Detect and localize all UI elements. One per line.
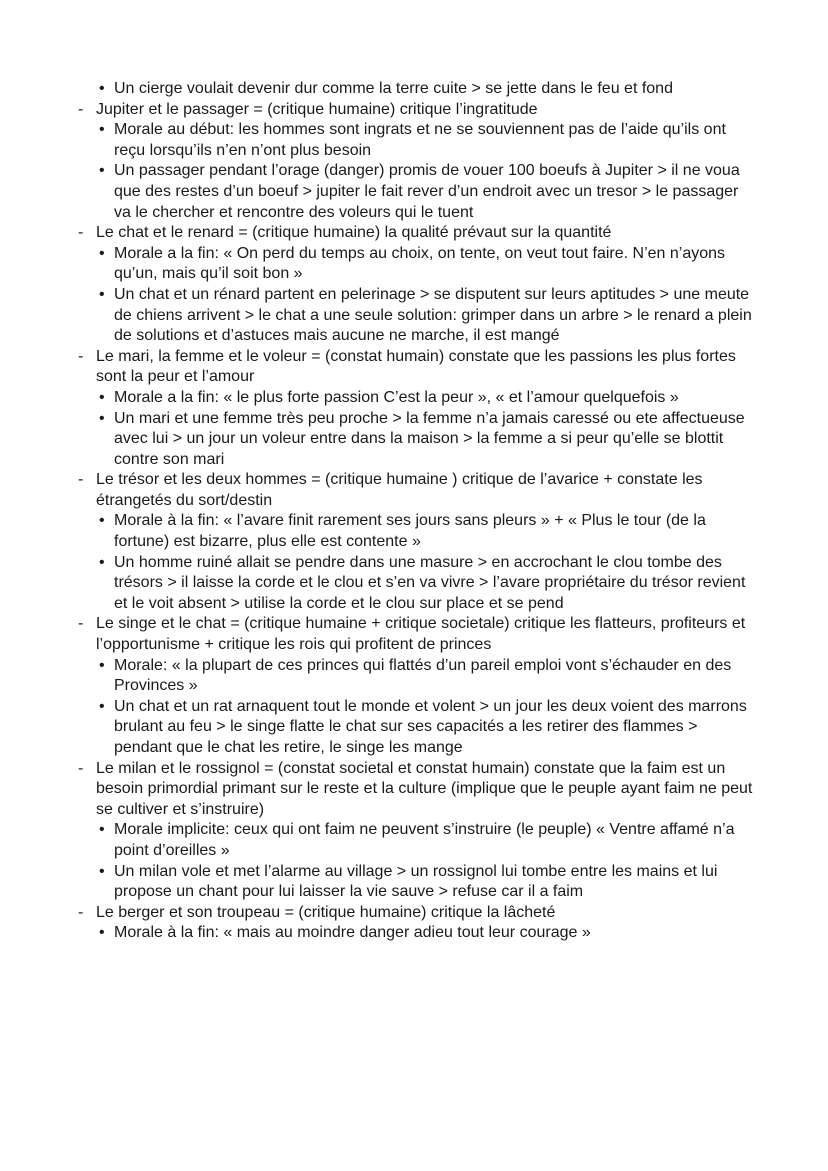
bullet-point [96, 697, 758, 759]
fable-item [74, 759, 758, 903]
bullet-marker: • [99, 512, 105, 530]
bullet-point [96, 79, 758, 100]
bullet-text: Morale a la fin: « le plus forte passion C’est la peur », « et l’amour quelquefois » [114, 388, 679, 406]
bullet-marker: • [99, 285, 105, 303]
fable-heading: Le singe et le chat = (critique humaine + critique societale) critique les flatteurs, profiteurs et l’opportunisme + critique les rois qui profitent de princes [96, 615, 746, 654]
bullet-marker: • [99, 121, 105, 139]
bullet-marker: • [99, 656, 105, 674]
bullet-point [96, 553, 758, 615]
fable-item [74, 100, 758, 224]
fable-item [74, 903, 758, 944]
dash-marker: - [78, 615, 84, 633]
bullet-text: Morale au début: les hommes sont ingrats et ne se souviennent pas de l’aide qu’ils ont reçu lorsqu’ils n’en n’ont plus besoin [114, 121, 726, 159]
fable-points [96, 820, 758, 902]
dash-marker: - [78, 759, 84, 777]
bullet-text: Morale: « la plupart de ces princes qui flattés d’un pareil emploi vont s’échauder en des Provinces » [114, 656, 732, 695]
bullet-marker: • [99, 409, 105, 427]
fable-item [74, 614, 758, 758]
continued-points-list [96, 79, 758, 100]
bullet-point [96, 862, 758, 903]
bullet-text: Morale à la fin: « mais au moindre danger adieu tout leur courage » [114, 924, 591, 942]
fable-heading: Le chat et le renard = (critique humaine) la qualité prévaut sur la quantité [96, 224, 612, 242]
bullet-point [96, 656, 758, 697]
bullet-marker: • [99, 553, 105, 571]
document-body [74, 79, 758, 944]
fable-heading: Le milan et le rossignol = (constat societal et constat humain) constate que la faim est un besoin primordial primant sur le reste et la culture (implique que le peuple ayant faim ne peut se cultiver et s’instruire) [96, 759, 753, 818]
fable-points [96, 511, 758, 614]
fable-item [74, 347, 758, 471]
dash-marker: - [78, 100, 84, 118]
dash-marker: - [78, 347, 84, 365]
bullet-text: Un mari et une femme très peu proche > la femme n’a jamais caressé ou ete affectueuse avec lui > un jour un voleur entre dans la maison > la femme a si peur qu’elle se blottit contre son mari [114, 409, 745, 468]
fable-list [74, 100, 758, 944]
bullet-point [96, 285, 758, 347]
bullet-point [96, 244, 758, 285]
fable-points [96, 388, 758, 470]
bullet-point [96, 409, 758, 471]
bullet-text: Un cierge voulait devenir dur comme la terre cuite > se jette dans le feu et fond [114, 80, 673, 97]
fable-heading: Jupiter et le passager = (critique humaine) critique l’ingratitude [96, 100, 538, 118]
fable-points [96, 244, 758, 347]
bullet-marker: • [99, 162, 105, 180]
dash-marker: - [78, 471, 84, 489]
dash-marker: - [78, 903, 84, 921]
bullet-point [96, 388, 758, 409]
bullet-text: Un chat et un rénard partent en pelerinage > se disputent sur leurs aptitudes > une meute de chiens arrivent > le chat a une seule solution: grimper dans un arbre > le renard a plein de solutions et d’astuces mais aucune ne marche, il est mangé [114, 285, 752, 345]
bullet-text: Un homme ruiné allait se pendre dans une masure > en accrochant le clou tombe des trésors > il laisse la corde et le clou et s’en va vivre > l’avare propriétaire du trésor revient et le voit absent > utilise la corde et le clou sur place et se pend [114, 553, 746, 612]
bullet-text: Morale a la fin: « On perd du temps au choix, on tente, on veut tout faire. N’en n’ayons qu’un, mais qu’il soit bon » [114, 244, 726, 283]
bullet-text: Un milan vole et met l’alarme au village > un rossignol lui tombe entre les mains et lui propose un chant pour lui laisser la vie sauve > refuse car il a faim [114, 862, 718, 901]
fable-item [74, 470, 758, 614]
bullet-point [96, 820, 758, 861]
bullet-text: Un passager pendant l’orage (danger) promis de vouer 100 boeufs à Jupiter > il ne voua que des restes d’un boeuf > jupiter le fait rever d’un endroit avec un tresor > le passager va le chercher et rencontre des voleurs qui le tuent [114, 162, 740, 221]
fable-points [96, 656, 758, 759]
bullet-marker: • [99, 244, 105, 262]
fable-points [96, 120, 758, 223]
bullet-marker: • [99, 80, 105, 97]
bullet-point [96, 120, 758, 161]
bullet-marker: • [99, 821, 105, 839]
bullet-text: Un chat et un rat arnaquent tout le monde et volent > un jour les deux voient des marrons brulant au feu > le singe flatte le chat sur ses capacités a les retirer des flammes > pendant que le chat les retire, le singe les mange [114, 697, 747, 756]
bullet-marker: • [99, 388, 105, 406]
fable-points [96, 923, 758, 944]
bullet-marker: • [99, 862, 105, 880]
bullet-marker: • [99, 924, 105, 942]
bullet-point [96, 923, 758, 944]
fable-heading: Le trésor et les deux hommes = (critique humaine ) critique de l’avarice + constate les étrangetés du sort/destin [96, 471, 703, 509]
dash-marker: - [78, 224, 84, 242]
bullet-marker: • [99, 697, 105, 715]
bullet-point [96, 511, 758, 552]
bullet-point [96, 161, 758, 223]
bullet-text: Morale implicite: ceux qui ont faim ne peuvent s’instruire (le peuple) « Ventre affamé n’a point d’oreilles » [114, 821, 735, 859]
fable-heading: Le mari, la femme et le voleur = (constat humain) constate que les passions les plus fortes sont la peur et l’amour [96, 347, 736, 386]
fable-item [74, 223, 758, 347]
fable-heading: Le berger et son troupeau = (critique humaine) critique la lâcheté [96, 903, 556, 921]
bullet-text: Morale à la fin: « l’avare finit rarement ses jours sans pleurs » + « Plus le tour (de la fortune) est bizarre, plus elle est contente » [114, 512, 706, 551]
